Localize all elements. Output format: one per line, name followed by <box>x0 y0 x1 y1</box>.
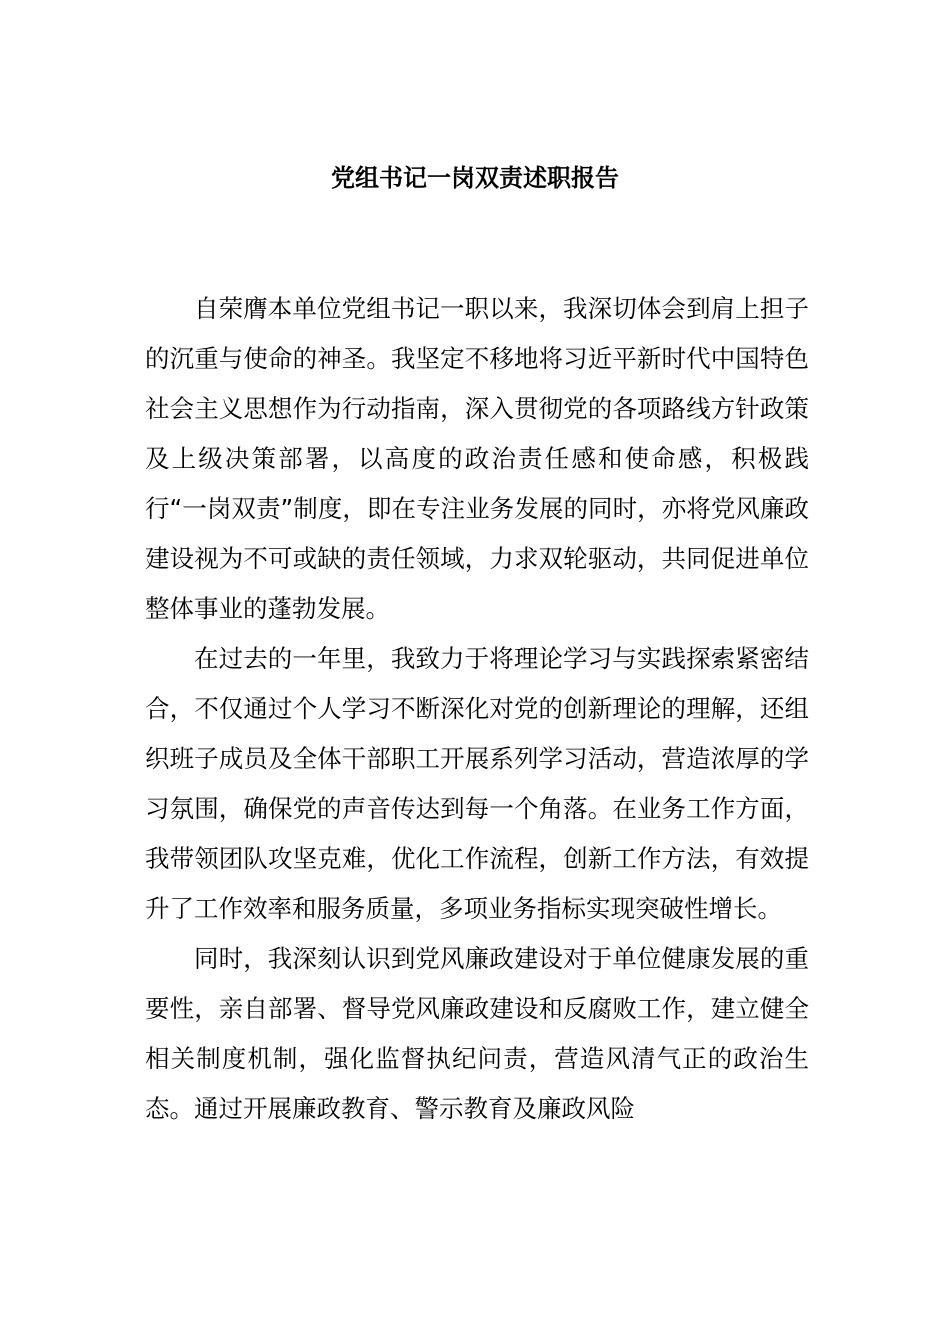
document-title: 党组书记一岗双责述职报告 <box>331 164 619 192</box>
paragraph-2: 在过去的一年里，我致力于将理论学习与实践探索紧密结合，不仅通过个人学习不断深化对党的创新理论的理解，还组织班子成员及全体干部职工开展系列学习活动，营造浓厚的学习氛围，确保党的声音传达到每一个角落。在业务工作方面，我带领团队攻坚克难，优化工作流程，创新工作方法，有效提升了工作效率和服务质量，多项业务指标实现突破性增长。 <box>145 644 809 923</box>
document-body <box>145 284 809 1134</box>
paragraph-1: 自荣膺本单位党组书记一职以来，我深切体会到肩上担子的沉重与使命的神圣。我坚定不移地将习近平新时代中国特色社会主义思想作为行动指南，深入贯彻党的各项路线方针政策及上级决策部署，以高度的政治责任感和使命感，积极践行“一岗双责”制度，即在专注业务发展的同时，亦将党风廉政建设视为不可或缺的责任领域，力求双轮驱动，共同促进单位整体事业的蓬勃发展。 <box>145 294 809 623</box>
paragraph-3: 同时，我深刻认识到党风廉政建设对于单位健康发展的重要性，亲自部署、督导党风廉政建设和反腐败工作，建立健全相关制度机制，强化监督执纪问责，营造风清气正的政治生态。通过开展廉政教育、警示教育及廉政风险 <box>145 944 809 1123</box>
